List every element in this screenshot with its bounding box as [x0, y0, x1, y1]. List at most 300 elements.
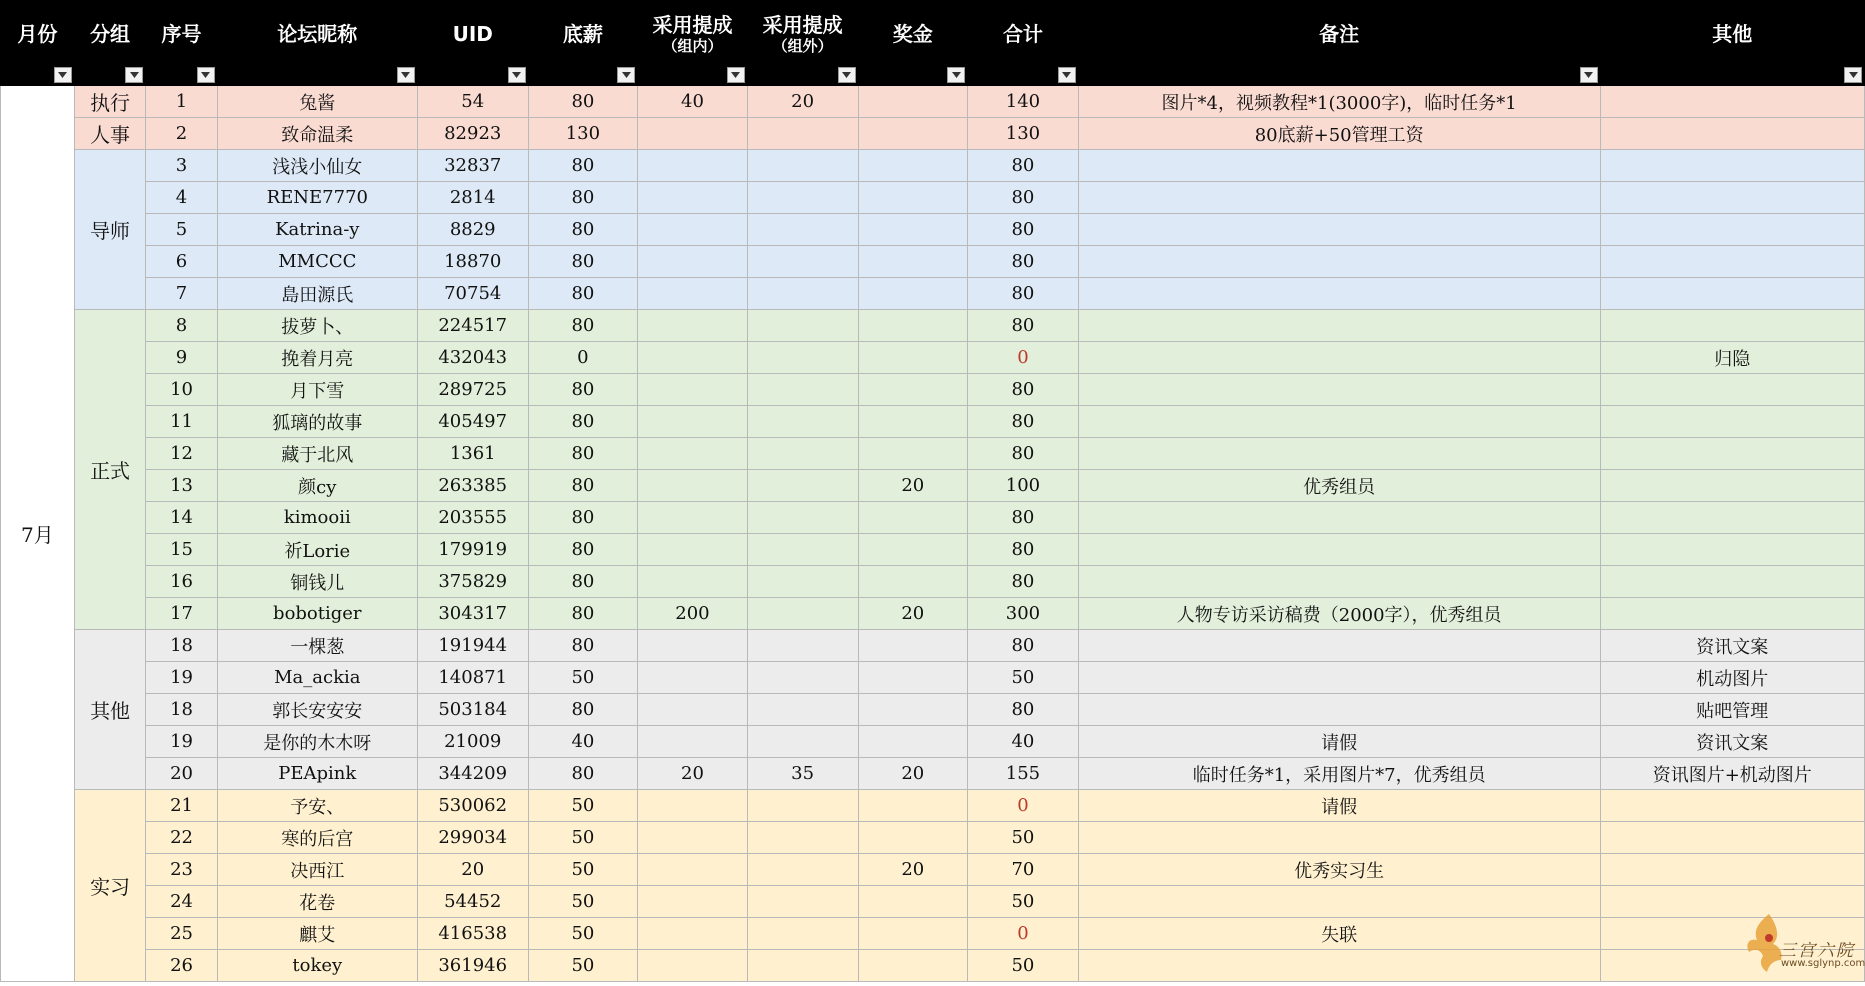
cell-no[interactable]: 24 [146, 886, 217, 918]
cell-total[interactable]: 80 [968, 566, 1079, 598]
cell-base[interactable]: 80 [528, 758, 638, 790]
cell-total[interactable]: 70 [968, 854, 1079, 886]
cell-no[interactable]: 19 [146, 662, 217, 694]
cell-no[interactable]: 13 [146, 470, 217, 502]
cell-other[interactable] [1600, 118, 1865, 150]
cell-base[interactable]: 40 [528, 726, 638, 758]
cell-bonus[interactable] [858, 374, 968, 406]
cell-base[interactable]: 80 [528, 374, 638, 406]
cell-remark[interactable]: 图片*4，视频教程*1(3000字)，临时任务*1 [1078, 86, 1600, 118]
cell-remark[interactable] [1078, 694, 1600, 726]
cell-base[interactable]: 50 [528, 918, 638, 950]
cell-total[interactable]: 40 [968, 726, 1079, 758]
cell-nickname[interactable]: kimooii [217, 502, 417, 534]
cell-other[interactable] [1600, 150, 1865, 182]
cell-nickname[interactable]: 花卷 [217, 886, 417, 918]
cell-remark[interactable]: 优秀组员 [1078, 470, 1600, 502]
cell-base[interactable]: 80 [528, 694, 638, 726]
cell-total[interactable]: 80 [968, 438, 1079, 470]
cell-nickname[interactable]: 拔萝卜、 [217, 310, 417, 342]
cell-remark[interactable] [1078, 214, 1600, 246]
cell-base[interactable]: 80 [528, 534, 638, 566]
group-cell-hr[interactable]: 人事 [74, 118, 145, 150]
cell-no[interactable]: 18 [146, 630, 217, 662]
cell-no[interactable]: 3 [146, 150, 217, 182]
cell-other[interactable] [1600, 246, 1865, 278]
cell-commission-out[interactable] [747, 246, 858, 278]
cell-commission-out[interactable] [747, 214, 858, 246]
cell-commission-out[interactable] [747, 630, 858, 662]
cell-uid[interactable]: 18870 [417, 246, 528, 278]
cell-uid[interactable]: 2814 [417, 182, 528, 214]
cell-bonus[interactable] [858, 118, 968, 150]
cell-commission-in[interactable] [638, 182, 748, 214]
cell-base[interactable]: 80 [528, 502, 638, 534]
cell-total[interactable]: 100 [968, 470, 1079, 502]
cell-uid[interactable]: 70754 [417, 278, 528, 310]
cell-nickname[interactable]: 浅浅小仙女 [217, 150, 417, 182]
cell-other[interactable] [1600, 790, 1865, 822]
cell-total[interactable]: 0 [968, 918, 1079, 950]
table-row [1, 470, 1865, 502]
cell-no[interactable]: 21 [146, 790, 217, 822]
cell-remark[interactable] [1078, 342, 1600, 374]
cell-base[interactable]: 80 [528, 278, 638, 310]
cell-base[interactable]: 80 [528, 438, 638, 470]
cell-bonus[interactable] [858, 566, 968, 598]
cell-total[interactable]: 140 [968, 86, 1079, 118]
cell-remark[interactable] [1078, 374, 1600, 406]
cell-total[interactable]: 80 [968, 278, 1079, 310]
group-cell-tutor[interactable]: 导师 [74, 150, 145, 310]
cell-commission-out[interactable] [747, 822, 858, 854]
cell-commission-in[interactable] [638, 214, 748, 246]
cell-remark[interactable]: 请假 [1078, 726, 1600, 758]
cell-uid[interactable]: 191944 [417, 630, 528, 662]
cell-nickname[interactable]: 狐璃的故事 [217, 406, 417, 438]
cell-uid[interactable]: 1361 [417, 438, 528, 470]
cell-total[interactable]: 80 [968, 150, 1079, 182]
cell-total[interactable]: 80 [968, 406, 1079, 438]
cell-commission-out[interactable] [747, 150, 858, 182]
cell-other[interactable] [1600, 86, 1865, 118]
cell-uid[interactable]: 503184 [417, 694, 528, 726]
cell-bonus[interactable] [858, 534, 968, 566]
cell-base[interactable]: 50 [528, 854, 638, 886]
cell-commission-out[interactable] [747, 662, 858, 694]
cell-nickname[interactable]: 挽着月亮 [217, 342, 417, 374]
cell-bonus[interactable]: 20 [858, 758, 968, 790]
cell-remark[interactable]: 人物专访采访稿费（2000字），优秀组员 [1078, 598, 1600, 630]
cell-uid[interactable]: 299034 [417, 822, 528, 854]
cell-commission-out[interactable] [747, 598, 858, 630]
cell-commission-out[interactable]: 35 [747, 758, 858, 790]
cell-no[interactable]: 7 [146, 278, 217, 310]
cell-other[interactable] [1600, 214, 1865, 246]
cell-commission-in[interactable] [638, 310, 748, 342]
cell-uid[interactable]: 416538 [417, 918, 528, 950]
cell-uid[interactable]: 289725 [417, 374, 528, 406]
cell-uid[interactable]: 54 [417, 86, 528, 118]
cell-nickname[interactable]: 島田源氏 [217, 278, 417, 310]
cell-base[interactable]: 80 [528, 246, 638, 278]
cell-commission-in[interactable] [638, 886, 748, 918]
month-cell[interactable]: 7月 [1, 86, 75, 982]
cell-total[interactable]: 0 [968, 342, 1079, 374]
cell-commission-out[interactable] [747, 566, 858, 598]
cell-commission-in[interactable] [638, 534, 748, 566]
cell-nickname[interactable]: 兔酱 [217, 86, 417, 118]
col-header-nickname [217, 1, 417, 86]
cell-base[interactable]: 130 [528, 118, 638, 150]
cell-remark[interactable] [1078, 534, 1600, 566]
cell-no[interactable]: 25 [146, 918, 217, 950]
cell-bonus[interactable] [858, 342, 968, 374]
cell-other[interactable] [1600, 534, 1865, 566]
cell-commission-in[interactable] [638, 406, 748, 438]
cell-uid[interactable]: 140871 [417, 662, 528, 694]
cell-other[interactable] [1600, 598, 1865, 630]
cell-commission-in[interactable] [638, 438, 748, 470]
filter-dropdown-icon[interactable] [1580, 67, 1598, 83]
cell-no[interactable]: 26 [146, 950, 217, 982]
cell-bonus[interactable] [858, 86, 968, 118]
cell-no[interactable]: 1 [146, 86, 217, 118]
cell-bonus[interactable] [858, 790, 968, 822]
cell-commission-in[interactable] [638, 726, 748, 758]
filter-dropdown-icon[interactable] [54, 67, 72, 83]
cell-remark[interactable] [1078, 950, 1600, 982]
cell-remark[interactable] [1078, 566, 1600, 598]
cell-nickname[interactable]: 藏于北风 [217, 438, 417, 470]
cell-commission-out[interactable] [747, 310, 858, 342]
cell-nickname[interactable]: 祈Lorie [217, 534, 417, 566]
filter-dropdown-icon[interactable] [947, 67, 965, 83]
cell-bonus[interactable] [858, 822, 968, 854]
cell-commission-in[interactable] [638, 374, 748, 406]
cell-uid[interactable]: 82923 [417, 118, 528, 150]
cell-commission-in[interactable] [638, 502, 748, 534]
cell-total[interactable]: 80 [968, 214, 1079, 246]
cell-no[interactable]: 4 [146, 182, 217, 214]
group-cell-intern[interactable]: 实习 [74, 790, 145, 982]
cell-uid[interactable]: 263385 [417, 470, 528, 502]
cell-commission-out[interactable] [747, 694, 858, 726]
cell-uid[interactable]: 224517 [417, 310, 528, 342]
cell-uid[interactable]: 344209 [417, 758, 528, 790]
cell-remark[interactable] [1078, 310, 1600, 342]
cell-bonus[interactable] [858, 630, 968, 662]
cell-no[interactable]: 17 [146, 598, 217, 630]
cell-commission-out[interactable] [747, 918, 858, 950]
cell-nickname[interactable]: 铜钱儿 [217, 566, 417, 598]
cell-base[interactable]: 50 [528, 662, 638, 694]
cell-total[interactable]: 50 [968, 822, 1079, 854]
cell-uid[interactable]: 20 [417, 854, 528, 886]
cell-uid[interactable]: 32837 [417, 150, 528, 182]
cell-commission-out[interactable] [747, 726, 858, 758]
cell-remark[interactable] [1078, 182, 1600, 214]
cell-commission-in[interactable] [638, 246, 748, 278]
cell-bonus[interactable] [858, 246, 968, 278]
filter-dropdown-icon[interactable] [838, 67, 856, 83]
cell-bonus[interactable]: 20 [858, 598, 968, 630]
cell-uid[interactable]: 8829 [417, 214, 528, 246]
cell-commission-in[interactable]: 20 [638, 758, 748, 790]
cell-total[interactable]: 80 [968, 694, 1079, 726]
cell-nickname[interactable]: Katrina-y [217, 214, 417, 246]
cell-commission-out[interactable] [747, 406, 858, 438]
cell-total[interactable]: 80 [968, 182, 1079, 214]
filter-dropdown-icon[interactable] [125, 67, 143, 83]
cell-bonus[interactable] [858, 502, 968, 534]
cell-commission-out[interactable]: 20 [747, 86, 858, 118]
cell-remark[interactable] [1078, 438, 1600, 470]
cell-commission-out[interactable] [747, 534, 858, 566]
cell-other[interactable]: 机动图片 [1600, 662, 1865, 694]
group-cell-other[interactable]: 其他 [74, 630, 145, 790]
cell-bonus[interactable] [858, 310, 968, 342]
cell-bonus[interactable] [858, 694, 968, 726]
cell-nickname[interactable]: 是你的木木呀 [217, 726, 417, 758]
cell-remark[interactable] [1078, 662, 1600, 694]
cell-no[interactable]: 12 [146, 438, 217, 470]
cell-uid[interactable]: 179919 [417, 534, 528, 566]
cell-other[interactable] [1600, 406, 1865, 438]
cell-commission-out[interactable] [747, 278, 858, 310]
cell-base[interactable]: 80 [528, 310, 638, 342]
cell-nickname[interactable]: 一棵葱 [217, 630, 417, 662]
cell-commission-in[interactable]: 200 [638, 598, 748, 630]
cell-remark[interactable] [1078, 278, 1600, 310]
cell-nickname[interactable]: 麒艾 [217, 918, 417, 950]
cell-commission-out[interactable] [747, 886, 858, 918]
cell-no[interactable]: 16 [146, 566, 217, 598]
cell-bonus[interactable]: 20 [858, 470, 968, 502]
cell-nickname[interactable]: 决西江 [217, 854, 417, 886]
cell-commission-in[interactable] [638, 278, 748, 310]
cell-total[interactable]: 130 [968, 118, 1079, 150]
cell-total[interactable]: 300 [968, 598, 1079, 630]
cell-other[interactable]: 贴吧管理 [1600, 694, 1865, 726]
cell-nickname[interactable]: 予安、 [217, 790, 417, 822]
cell-commission-out[interactable] [747, 182, 858, 214]
cell-uid[interactable]: 405497 [417, 406, 528, 438]
cell-other[interactable] [1600, 374, 1865, 406]
cell-total[interactable]: 50 [968, 886, 1079, 918]
cell-remark[interactable]: 请假 [1078, 790, 1600, 822]
cell-base[interactable]: 50 [528, 790, 638, 822]
cell-other[interactable] [1600, 278, 1865, 310]
cell-total[interactable]: 80 [968, 534, 1079, 566]
cell-bonus[interactable] [858, 406, 968, 438]
cell-nickname[interactable]: 月下雪 [217, 374, 417, 406]
cell-bonus[interactable]: 20 [858, 854, 968, 886]
cell-nickname[interactable]: Ma_ackia [217, 662, 417, 694]
cell-no[interactable]: 5 [146, 214, 217, 246]
cell-commission-in[interactable] [638, 630, 748, 662]
cell-total[interactable]: 155 [968, 758, 1079, 790]
cell-base[interactable]: 50 [528, 950, 638, 982]
cell-total[interactable]: 80 [968, 246, 1079, 278]
filter-dropdown-icon[interactable] [197, 67, 215, 83]
cell-uid[interactable]: 375829 [417, 566, 528, 598]
cell-nickname[interactable]: 郭长安安安 [217, 694, 417, 726]
cell-remark[interactable]: 优秀实习生 [1078, 854, 1600, 886]
cell-nickname[interactable]: bobotiger [217, 598, 417, 630]
cell-base[interactable]: 80 [528, 630, 638, 662]
cell-uid[interactable]: 361946 [417, 950, 528, 982]
cell-total[interactable]: 80 [968, 630, 1079, 662]
cell-commission-in[interactable] [638, 694, 748, 726]
cell-no[interactable]: 23 [146, 854, 217, 886]
cell-base[interactable]: 80 [528, 470, 638, 502]
cell-bonus[interactable] [858, 726, 968, 758]
cell-other[interactable]: 资讯图片+机动图片 [1600, 758, 1865, 790]
cell-total[interactable]: 0 [968, 790, 1079, 822]
cell-uid[interactable]: 21009 [417, 726, 528, 758]
group-cell-exec[interactable]: 执行 [74, 86, 145, 118]
cell-commission-out[interactable] [747, 118, 858, 150]
cell-commission-out[interactable] [747, 502, 858, 534]
cell-other[interactable] [1600, 470, 1865, 502]
cell-bonus[interactable] [858, 214, 968, 246]
cell-commission-in[interactable] [638, 118, 748, 150]
cell-commission-in[interactable] [638, 566, 748, 598]
cell-other[interactable] [1600, 854, 1865, 886]
filter-dropdown-icon[interactable] [727, 67, 745, 83]
cell-total[interactable]: 80 [968, 374, 1079, 406]
cell-remark[interactable] [1078, 502, 1600, 534]
cell-commission-out[interactable] [747, 374, 858, 406]
cell-commission-out[interactable] [747, 854, 858, 886]
cell-base[interactable]: 50 [528, 886, 638, 918]
cell-other[interactable]: 归隐 [1600, 342, 1865, 374]
filter-dropdown-icon[interactable] [1844, 67, 1862, 83]
cell-other[interactable] [1600, 182, 1865, 214]
cell-base[interactable]: 80 [528, 214, 638, 246]
cell-no[interactable]: 6 [146, 246, 217, 278]
cell-base[interactable]: 80 [528, 566, 638, 598]
cell-base[interactable]: 80 [528, 86, 638, 118]
cell-no[interactable]: 10 [146, 374, 217, 406]
cell-no[interactable]: 2 [146, 118, 217, 150]
cell-no[interactable]: 9 [146, 342, 217, 374]
cell-uid[interactable]: 530062 [417, 790, 528, 822]
cell-nickname[interactable]: MMCCC [217, 246, 417, 278]
cell-commission-in[interactable] [638, 854, 748, 886]
cell-no[interactable]: 19 [146, 726, 217, 758]
cell-commission-in[interactable]: 40 [638, 86, 748, 118]
cell-no[interactable]: 15 [146, 534, 217, 566]
cell-base[interactable]: 80 [528, 182, 638, 214]
cell-no[interactable]: 14 [146, 502, 217, 534]
cell-remark[interactable] [1078, 886, 1600, 918]
cell-other[interactable] [1600, 438, 1865, 470]
cell-bonus[interactable] [858, 182, 968, 214]
table-row [1, 822, 1865, 854]
filter-dropdown-icon[interactable] [508, 67, 526, 83]
cell-no[interactable]: 18 [146, 694, 217, 726]
cell-nickname[interactable]: tokey [217, 950, 417, 982]
cell-other[interactable] [1600, 310, 1865, 342]
cell-commission-in[interactable] [638, 790, 748, 822]
cell-commission-out[interactable] [747, 470, 858, 502]
cell-bonus[interactable] [858, 950, 968, 982]
cell-total[interactable]: 50 [968, 950, 1079, 982]
cell-bonus[interactable] [858, 886, 968, 918]
cell-other[interactable] [1600, 502, 1865, 534]
cell-no[interactable]: 11 [146, 406, 217, 438]
cell-commission-in[interactable] [638, 918, 748, 950]
cell-base[interactable]: 0 [528, 342, 638, 374]
cell-remark[interactable] [1078, 406, 1600, 438]
cell-base[interactable]: 80 [528, 150, 638, 182]
cell-other[interactable]: 资讯文案 [1600, 630, 1865, 662]
cell-commission-out[interactable] [747, 950, 858, 982]
cell-base[interactable]: 80 [528, 406, 638, 438]
cell-nickname[interactable]: RENE7770 [217, 182, 417, 214]
filter-dropdown-icon[interactable] [397, 67, 415, 83]
cell-commission-in[interactable] [638, 950, 748, 982]
cell-commission-out[interactable] [747, 342, 858, 374]
cell-base[interactable]: 50 [528, 822, 638, 854]
cell-remark[interactable] [1078, 246, 1600, 278]
cell-bonus[interactable] [858, 662, 968, 694]
cell-total[interactable]: 50 [968, 662, 1079, 694]
cell-uid[interactable]: 432043 [417, 342, 528, 374]
cell-uid[interactable]: 203555 [417, 502, 528, 534]
cell-other[interactable]: 资讯文案 [1600, 726, 1865, 758]
cell-base[interactable]: 80 [528, 598, 638, 630]
cell-no[interactable]: 20 [146, 758, 217, 790]
cell-bonus[interactable] [858, 438, 968, 470]
cell-bonus[interactable] [858, 150, 968, 182]
cell-uid[interactable]: 54452 [417, 886, 528, 918]
cell-no[interactable]: 8 [146, 310, 217, 342]
filter-dropdown-icon[interactable] [617, 67, 635, 83]
cell-commission-out[interactable] [747, 790, 858, 822]
cell-bonus[interactable] [858, 278, 968, 310]
cell-remark[interactable]: 临时任务*1，采用图片*7，优秀组员 [1078, 758, 1600, 790]
cell-total[interactable]: 80 [968, 502, 1079, 534]
cell-no[interactable]: 22 [146, 822, 217, 854]
col-header-no [146, 1, 217, 86]
cell-remark[interactable]: 80底薪+50管理工资 [1078, 118, 1600, 150]
cell-commission-in[interactable] [638, 470, 748, 502]
cell-remark[interactable] [1078, 630, 1600, 662]
cell-commission-in[interactable] [638, 662, 748, 694]
group-cell-formal[interactable]: 正式 [74, 310, 145, 630]
cell-remark[interactable]: 失联 [1078, 918, 1600, 950]
filter-dropdown-icon[interactable] [1058, 67, 1076, 83]
cell-nickname[interactable]: PEApink [217, 758, 417, 790]
cell-other[interactable] [1600, 566, 1865, 598]
cell-nickname[interactable]: 寒的后宫 [217, 822, 417, 854]
cell-commission-in[interactable] [638, 150, 748, 182]
cell-bonus[interactable] [858, 918, 968, 950]
cell-nickname[interactable]: 致命温柔 [217, 118, 417, 150]
cell-nickname[interactable]: 颜cy [217, 470, 417, 502]
cell-remark[interactable] [1078, 822, 1600, 854]
cell-commission-out[interactable] [747, 438, 858, 470]
cell-total[interactable]: 80 [968, 310, 1079, 342]
cell-remark[interactable] [1078, 150, 1600, 182]
cell-uid[interactable]: 304317 [417, 598, 528, 630]
cell-other[interactable] [1600, 822, 1865, 854]
cell-commission-in[interactable] [638, 822, 748, 854]
cell-commission-in[interactable] [638, 342, 748, 374]
